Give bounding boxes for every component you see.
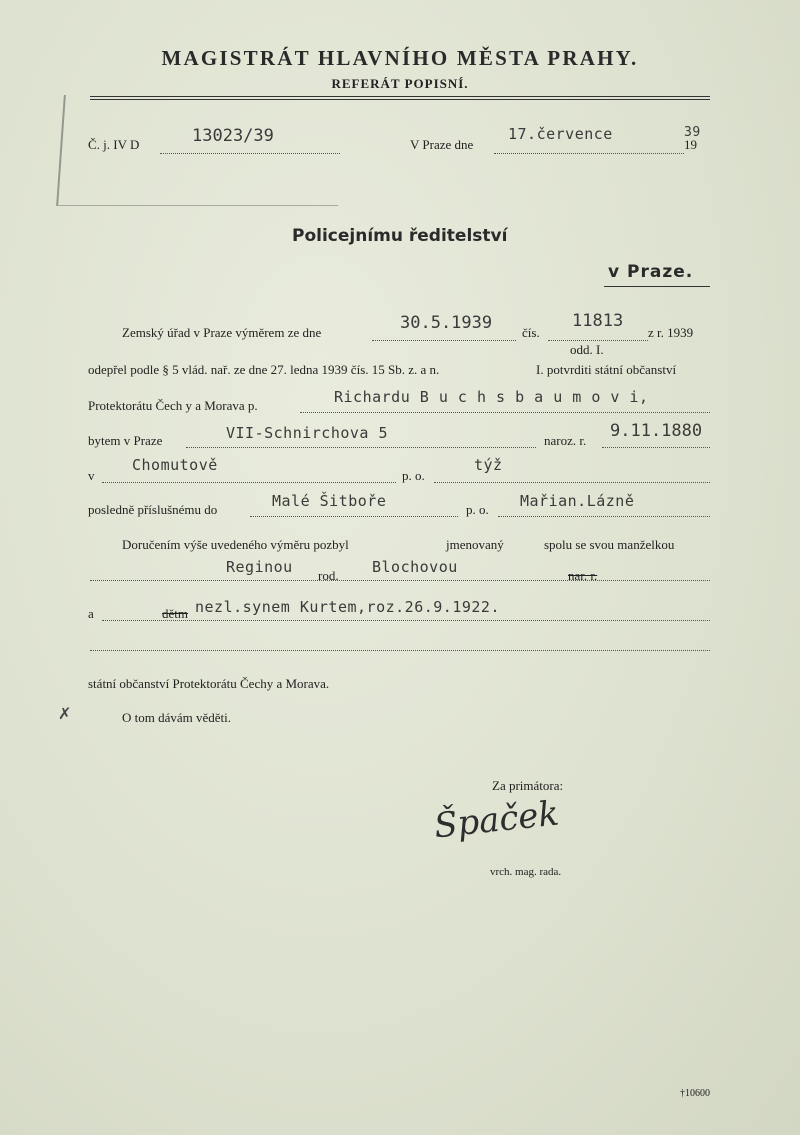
signature-handwritten: Špaček bbox=[432, 793, 561, 847]
decree-number: 11813 bbox=[572, 311, 624, 331]
children-struck: dětm bbox=[162, 606, 188, 621]
birth-po: týž bbox=[474, 456, 503, 474]
body-l7-b: jmenovaný bbox=[446, 537, 504, 552]
header-subtitle: REFERÁT POPISNÍ. bbox=[331, 76, 469, 91]
checkmark-icon: ✗ bbox=[58, 706, 72, 723]
decree-dept: odd. I. bbox=[570, 342, 604, 357]
wife-name: Reginou bbox=[226, 558, 293, 576]
wife-maiden-name: Blochovou bbox=[372, 558, 458, 576]
rod-label: rod. bbox=[318, 568, 339, 583]
signature-role: vrch. mag. rada. bbox=[490, 866, 562, 878]
date-dotline bbox=[494, 153, 684, 154]
body-l11: O tom dávám věděti. bbox=[122, 710, 232, 725]
birth-date: 9.11.1880 bbox=[610, 421, 703, 441]
body-l3-label: Protektorátu Čech y a Morava p. bbox=[88, 398, 258, 413]
recipient-line1: Policejnímu ředitelství bbox=[292, 226, 508, 246]
body-l7-a: Doručením výše uvedeného výměru pozbyl bbox=[122, 537, 349, 552]
recipient-line2: v Praze. bbox=[608, 262, 694, 282]
naroz-label: naroz. r. bbox=[544, 433, 587, 448]
domicile-po: Mařian.Lázně bbox=[520, 492, 635, 510]
cis-label: čís. bbox=[522, 325, 540, 340]
birth-place: Chomutově bbox=[132, 456, 218, 474]
domicile-place: Malé Šitboře bbox=[272, 492, 387, 510]
body-l7-c: spolu se svou manželkou bbox=[544, 537, 675, 552]
po-label-1: p. o. bbox=[402, 468, 425, 483]
body-l1-label: Zemský úřad v Praze výměrem ze dne bbox=[122, 325, 322, 340]
son-details: nezl.synem Kurtem,roz.26.9.1922. bbox=[195, 598, 500, 616]
place-label: V Praze dne bbox=[410, 137, 474, 152]
year-prefix: 19 bbox=[684, 137, 697, 152]
ref-number: 13023/39 bbox=[192, 126, 274, 146]
ref-date: 17.července bbox=[508, 125, 613, 143]
year-suffix: 39 bbox=[684, 125, 701, 140]
body-l10: státní občanství Protektorátu Čechy a Morava. bbox=[88, 676, 330, 691]
header-rule-2 bbox=[90, 99, 710, 100]
header-title: MAGISTRÁT HLAVNÍHO MĚSTA PRAHY. bbox=[161, 46, 639, 70]
body-l6-label: posledně příslušnému do bbox=[88, 502, 218, 517]
header-rule bbox=[90, 96, 710, 97]
ref-dotline bbox=[160, 153, 340, 154]
recipient-underline bbox=[604, 286, 710, 287]
body-l2: odepřel podle § 5 vlád. nař. ze dne 27. ledna 1939 čís. 15 Sb. z. a n. bbox=[88, 362, 440, 377]
ref-label: Č. j. IV D bbox=[88, 137, 140, 152]
a-label: a bbox=[88, 606, 94, 621]
body-l2-b: I. potvrditi státní občanství bbox=[536, 362, 677, 377]
decree-year: z r. 1939 bbox=[648, 325, 694, 340]
v-label: v bbox=[88, 468, 95, 483]
signature-za: Za primátora: bbox=[492, 778, 564, 793]
body-l4-label: bytem v Praze bbox=[88, 433, 163, 448]
address: VII-Schnirchova 5 bbox=[226, 424, 389, 442]
footer-code: †10600 bbox=[680, 1088, 710, 1099]
person-name: Richardu B u c h s b a u m o v i, bbox=[334, 388, 649, 406]
decree-date: 30.5.1939 bbox=[400, 313, 493, 333]
po-label-2: p. o. bbox=[466, 502, 489, 517]
narr-struck: nar. r. bbox=[568, 568, 598, 583]
